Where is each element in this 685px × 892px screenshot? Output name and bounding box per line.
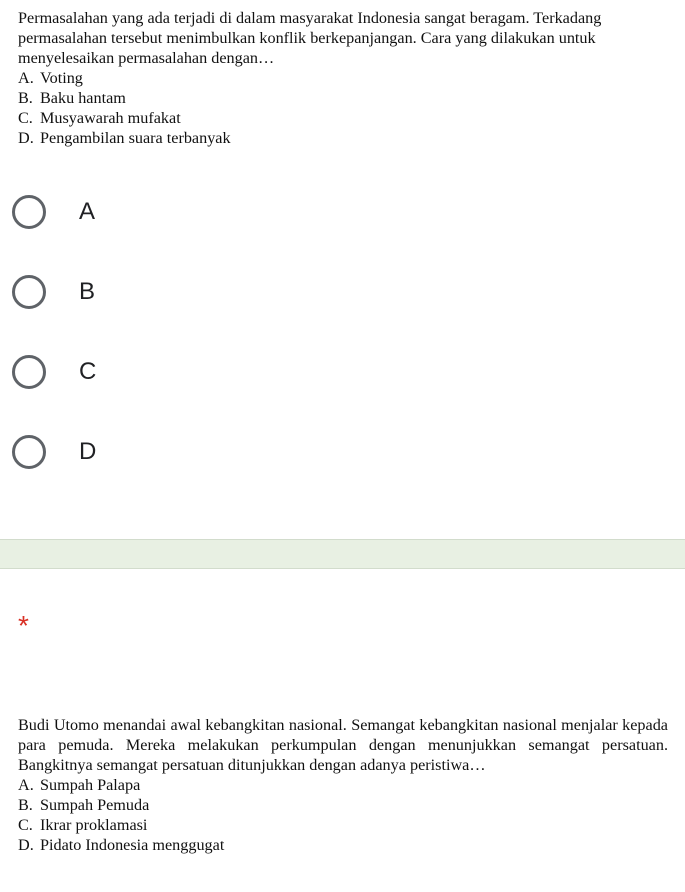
question-1-option-b [18,88,668,108]
option-text: Musyawarah mufakat [40,109,181,127]
choice-label: D [79,438,97,465]
question-1 [18,8,668,148]
choice-b[interactable] [12,270,312,314]
question-2-option-a [18,775,668,795]
option-letter: D. [18,836,34,854]
option-letter: A. [18,776,34,794]
radio-empty-icon[interactable] [12,275,46,309]
option-text: Sumpah Pemuda [40,796,150,814]
option-text: Baku hantam [40,89,126,107]
option-letter: B. [18,796,33,814]
radio-empty-icon[interactable] [12,355,46,389]
option-letter: A. [18,69,34,87]
choice-a[interactable] [12,190,312,234]
required-marker: * [18,610,29,641]
option-letter: D. [18,129,34,147]
option-text: Ikrar proklamasi [40,816,148,834]
choice-d[interactable] [12,430,312,474]
question-1-option-c [18,108,668,128]
option-letter: C. [18,816,33,834]
question-1-stem: Permasalahan yang ada terjadi di dalam masyarakat Indonesia sangat beragam. Terkadang permasalahan tersebut menimbulkan konflik berkepanjangan. Cara yang dilakukan untuk menyelesaikan permasalahan dengan… [18,9,602,67]
question-1-option-a [18,68,668,88]
question-2-stem: Budi Utomo menandai awal kebangkitan nasional. Semangat kebangkitan nasional menjalar kepada para pemuda. Mereka melakukan perkumpulan dengan menunjukkan semangat persatuan. Bangkitnya semangat persatuan ditunjukkan dengan adanya peristiwa… [18,716,668,774]
choice-label: C [79,358,97,385]
radio-empty-icon[interactable] [12,435,46,469]
option-text: Voting [40,69,83,87]
choice-label: B [79,278,96,305]
question-2-option-c [18,815,668,835]
radio-empty-icon[interactable] [12,195,46,229]
option-text: Sumpah Palapa [40,776,141,794]
section-divider [0,539,685,569]
option-text: Pengambilan suara terbanyak [40,129,231,147]
question-2 [18,715,668,855]
question-1-option-d [18,128,668,148]
question-2-option-d [18,835,668,855]
option-letter: B. [18,89,33,107]
option-letter: C. [18,109,33,127]
option-text: Pidato Indonesia menggugat [40,836,225,854]
choice-c[interactable] [12,350,312,394]
choice-label: A [79,198,96,225]
question-2-option-b [18,795,668,815]
